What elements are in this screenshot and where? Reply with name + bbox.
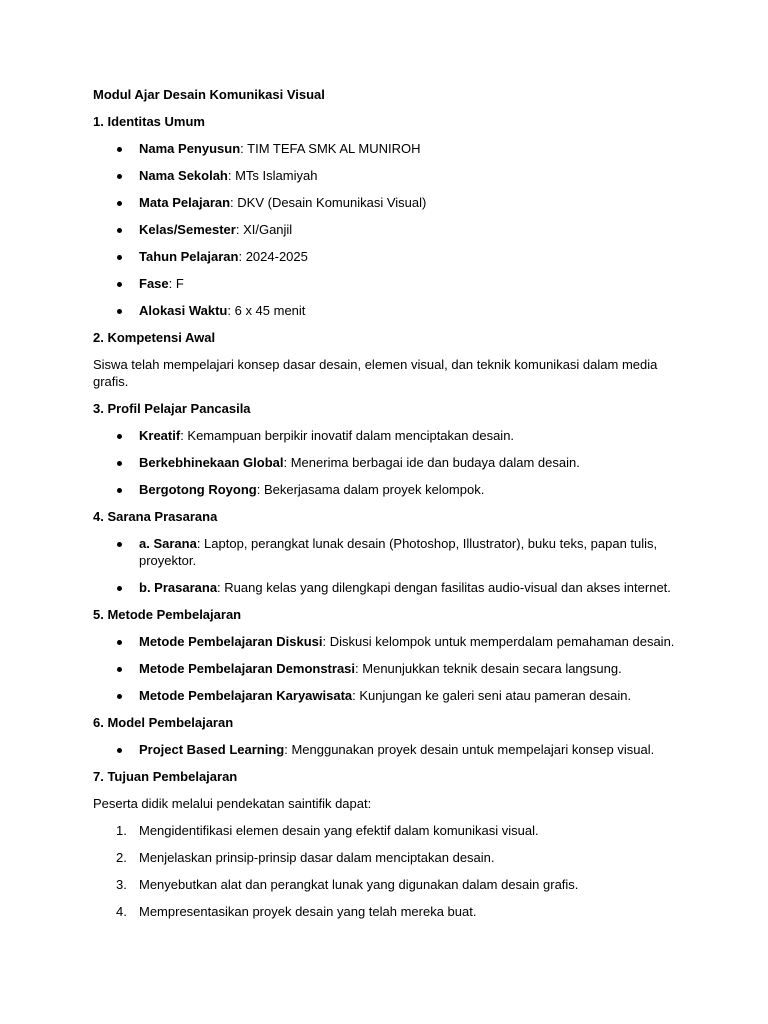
item-text: : F [168,276,184,291]
item-label: a. Sarana [139,536,197,551]
sarana-prasarana-list [93,535,693,596]
item-number: 1. [116,823,127,838]
item-text: Mempresentasikan proyek desain yang telah mereka buat. [139,904,477,919]
item-text: : MTs Islamiyah [227,168,318,183]
item-label: Metode Pembelajaran Demonstrasi [139,661,356,676]
item-label: Kelas/Semester [139,222,236,237]
item-number: 4. [116,904,127,919]
item-label: Tahun Pelajaran [139,249,239,264]
list-item [139,481,693,498]
document-title: Modul Ajar Desain Komunikasi Visual [93,87,325,102]
section-heading-metode-pembelajaran: 5. Metode Pembelajaran [93,607,242,622]
item-label: Nama Penyusun [139,141,241,156]
section-heading-model-pembelajaran: 6. Model Pembelajaran [93,715,234,730]
section-heading-tujuan-pembelajaran: 7. Tujuan Pembelajaran [93,769,238,784]
item-text: Menyebutkan alat dan perangkat lunak yang digunakan dalam desain grafis. [139,877,579,892]
profil-pelajar-list [93,427,693,498]
item-text: : Diskusi kelompok untuk memperdalam pemahaman desain. [322,634,675,649]
item-label: Fase [139,276,169,291]
metode-pembelajaran-list [93,633,693,704]
item-text: : Bekerjasama dalam proyek kelompok. [256,482,485,497]
item-text: : Kunjungan ke galeri seni atau pameran desain. [352,688,632,703]
tujuan-pembelajaran-intro: Peserta didik melalui pendekatan saintifik dapat: [93,796,372,811]
item-label: Project Based Learning [139,742,285,757]
item-text: : Menggunakan proyek desain untuk mempelajari konsep visual. [284,742,655,757]
list-item [139,454,693,471]
item-text: : XI/Ganjil [235,222,293,237]
numbered-item [116,876,693,893]
item-label: Alokasi Waktu [139,303,228,318]
item-text: : 2024-2025 [238,249,308,264]
identitas-umum-list [93,140,693,319]
item-label: Bergotong Royong [139,482,257,497]
item-number: 3. [116,877,127,892]
list-item [139,660,693,677]
list-item [139,687,693,704]
model-pembelajaran-list [93,741,693,758]
item-label: Kreatif [139,428,181,443]
item-text: : 6 x 45 menit [227,303,306,318]
item-label: Metode Pembelajaran Karyawisata [139,688,353,703]
document-page [93,86,693,930]
item-text: : Ruang kelas yang dilengkapi dengan fasilitas audio-visual dan akses internet. [217,580,671,595]
numbered-item [116,903,693,920]
item-label: Berkebhinekaan Global [139,455,284,470]
list-item [139,427,693,444]
list-item [139,140,693,157]
item-label: b. Prasarana [139,580,218,595]
item-text: : Menerima berbagai ide dan budaya dalam desain. [283,455,580,470]
section-heading-sarana-prasarana: 4. Sarana Prasarana [93,509,218,524]
item-label: Mata Pelajaran [139,195,231,210]
item-label: Nama Sekolah [139,168,228,183]
item-label: Metode Pembelajaran Diskusi [139,634,323,649]
section-heading-kompetensi-awal: 2. Kompetensi Awal [93,330,216,345]
numbered-item [116,849,693,866]
item-text: : Laptop, perangkat lunak desain (Photoshop, Illustrator), buku teks, papan tulis, proyektor. [139,536,658,568]
list-item [139,633,693,650]
item-text: : DKV (Desain Komunikasi Visual) [230,195,427,210]
list-item [139,535,693,569]
list-item [139,194,693,211]
item-number: 2. [116,850,127,865]
item-text: Mengidentifikasi elemen desain yang efektif dalam komunikasi visual. [139,823,539,838]
kompetensi-awal-paragraph: Siswa telah mempelajari konsep dasar desain, elemen visual, dan teknik komunikasi dalam media grafis. [93,357,658,389]
item-text: : TIM TEFA SMK AL MUNIROH [240,141,421,156]
list-item [139,167,693,184]
item-text: : Menunjukkan teknik desain secara langsung. [355,661,622,676]
list-item [139,275,693,292]
item-text: Menjelaskan prinsip-prinsip dasar dalam menciptakan desain. [139,850,495,865]
list-item [139,579,693,596]
list-item [139,302,693,319]
tujuan-pembelajaran-list [93,822,693,920]
section-heading-identitas-umum: 1. Identitas Umum [93,114,205,129]
item-text: : Kemampuan berpikir inovatif dalam menciptakan desain. [180,428,515,443]
list-item [139,221,693,238]
list-item [139,741,693,758]
section-heading-profil-pelajar: 3. Profil Pelajar Pancasila [93,401,251,416]
numbered-item [116,822,693,839]
list-item [139,248,693,265]
